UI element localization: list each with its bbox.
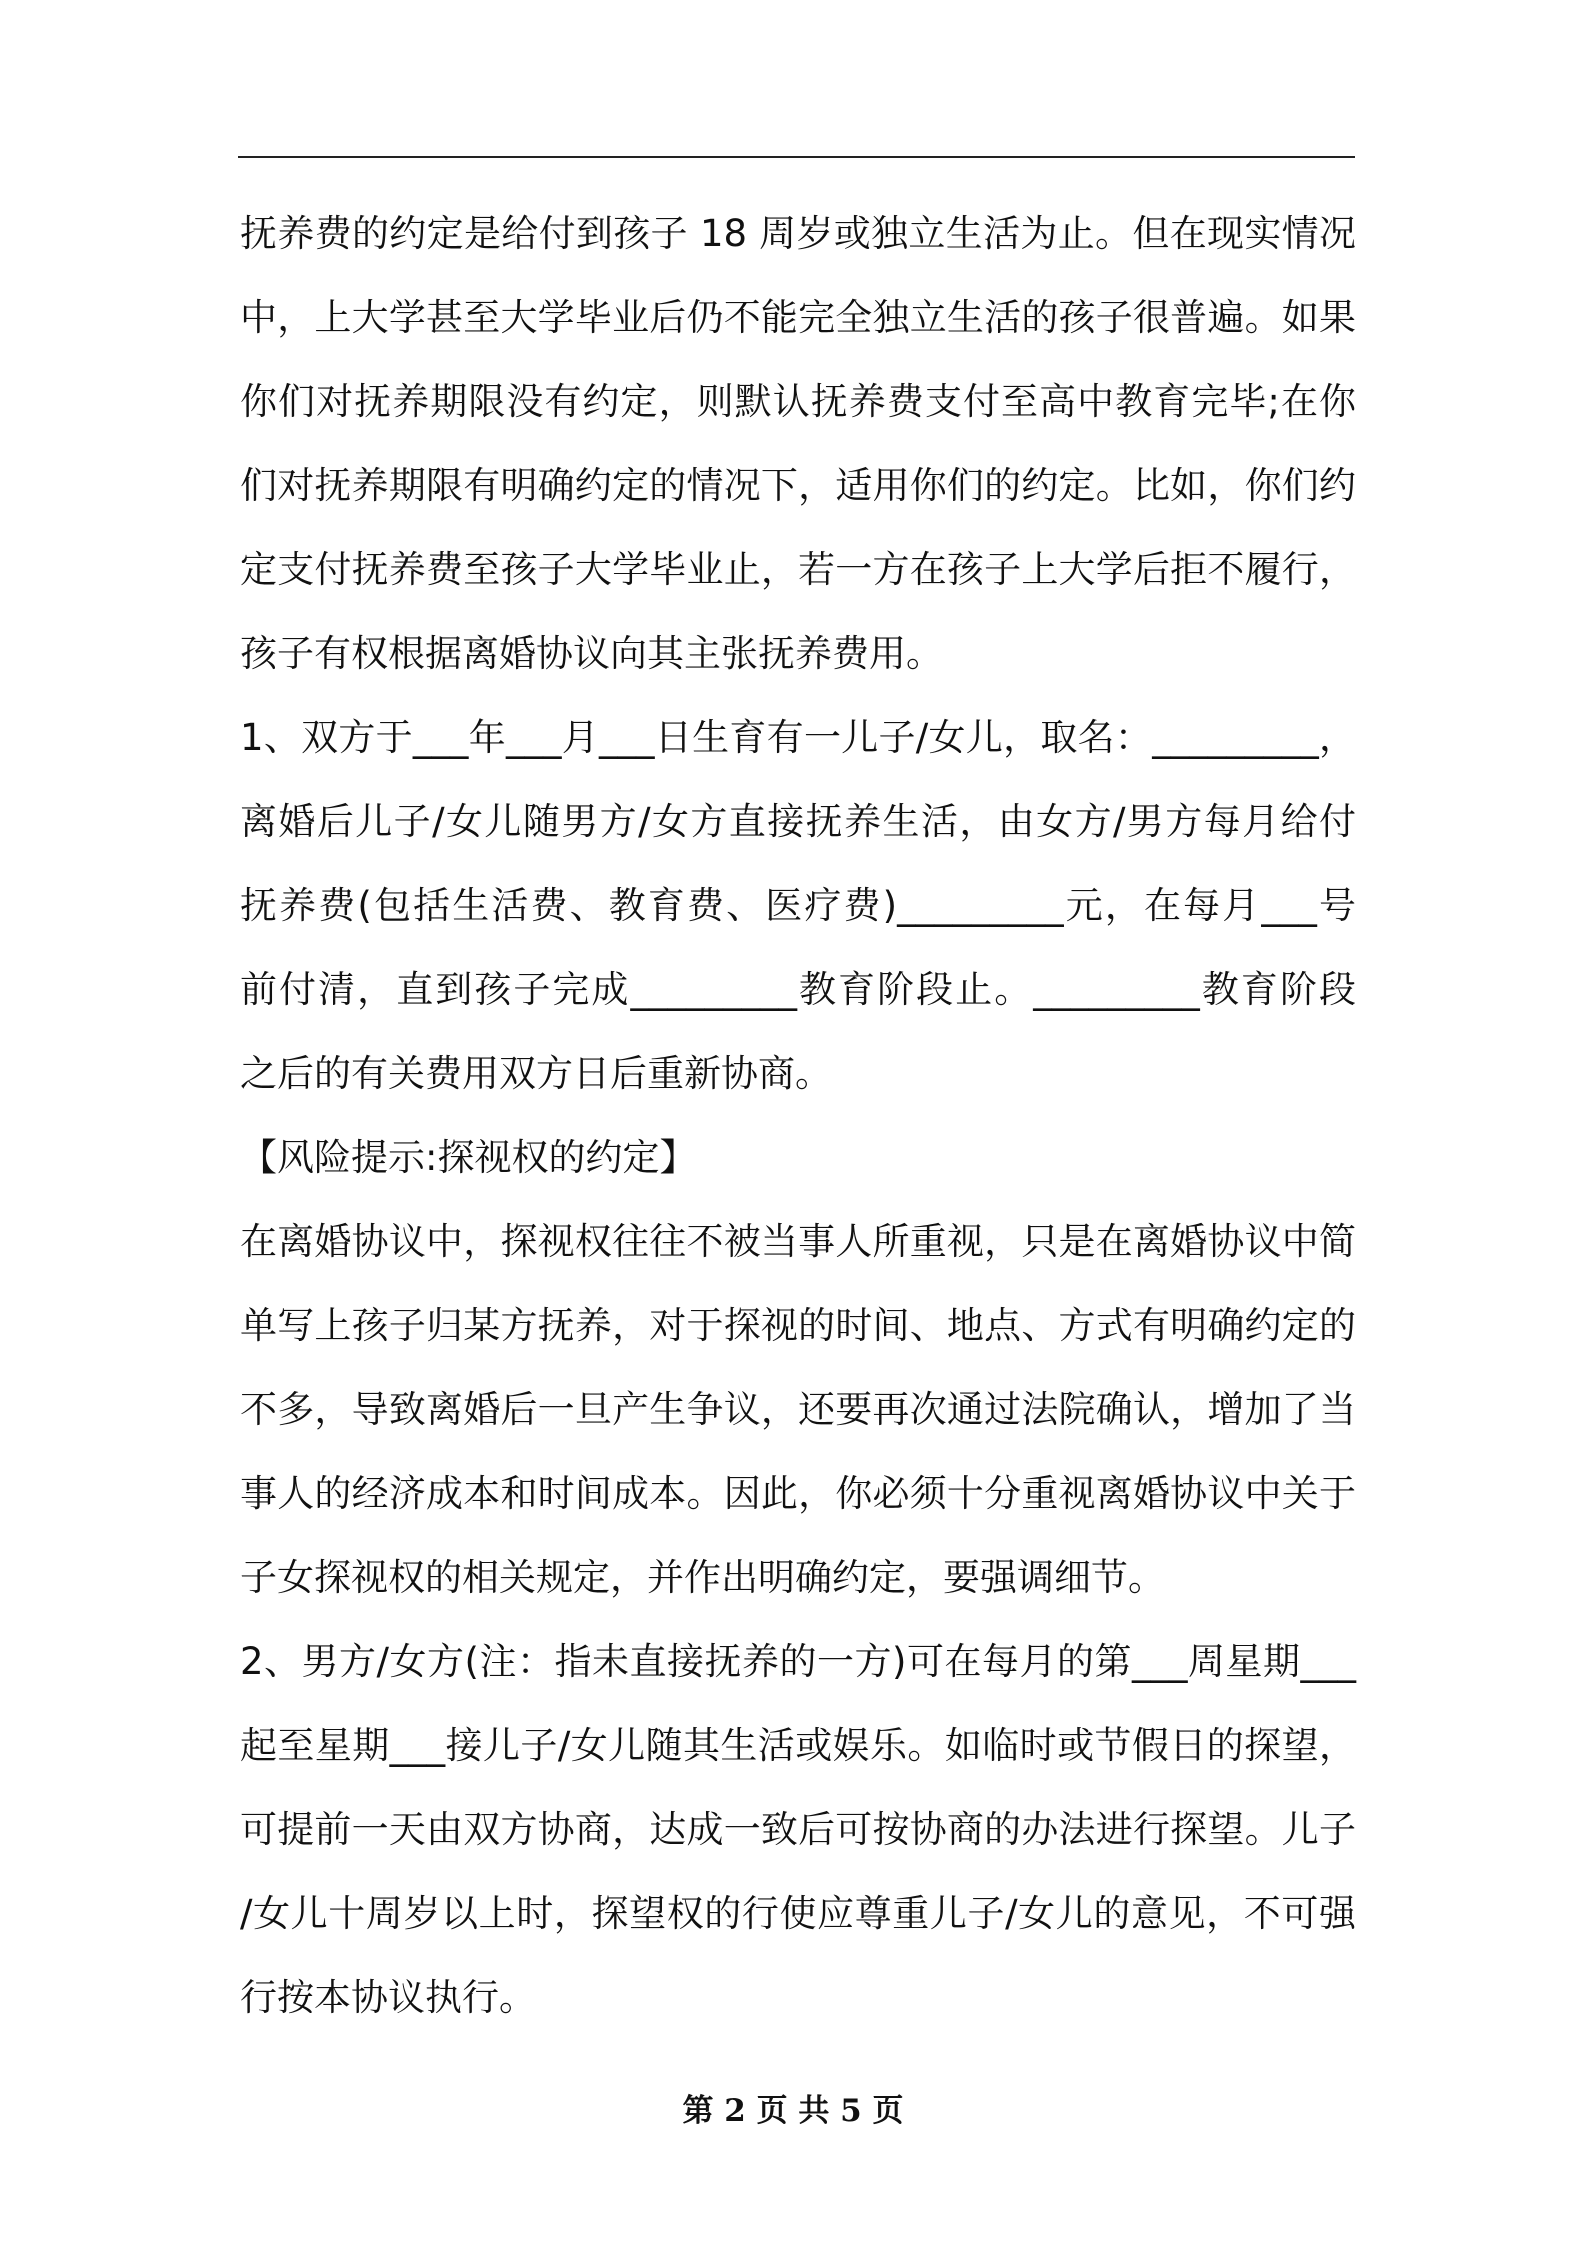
document-body — [240, 192, 1356, 2040]
text-line: 中，上大学甚至大学毕业后仍不能完全独立生活的孩子很普遍。如果 — [240, 296, 1356, 339]
text-line: 事人的经济成本和时间成本。因此，你必须十分重视离婚协议中关于 — [240, 1472, 1356, 1515]
clause-line: 可提前一天由双方协商，达成一致后可按协商的办法进行探望。儿子 — [240, 1808, 1356, 1851]
clause-line: 起至星期___接儿子/女儿随其生活或娱乐。如临时或节假日的探望， — [240, 1724, 1356, 1767]
clause-line: 2、男方/女方(注：指未直接抚养的一方)可在每月的第___周星期___ — [240, 1640, 1356, 1683]
clause-line: 抚养费(包括生活费、教育费、医疗费)_________元，在每月___号 — [240, 884, 1356, 927]
page-number: 第 2 页 共 5 页 — [682, 2093, 904, 2129]
text-line: 们对抚养期限有明确约定的情况下，适用你们的约定。比如，你们约 — [240, 464, 1356, 507]
clause-line: 离婚后儿子/女儿随男方/女方直接抚养生活，由女方/男方每月给付 — [240, 800, 1356, 843]
text-line: 孩子有权根据离婚协议向其主张抚养费用。 — [240, 632, 943, 675]
text-line: 定支付抚养费至孩子大学毕业止，若一方在孩子上大学后拒不履行， — [240, 548, 1356, 591]
clause-line: 前付清，直到孩子完成_________教育阶段止。_________教育阶段 — [240, 968, 1356, 1011]
text-line: 子女探视权的相关规定，并作出明确约定，要强调细节。 — [240, 1556, 1165, 1599]
clause-line: 之后的有关费用双方日后重新协商。 — [240, 1052, 832, 1095]
risk-heading: 【风险提示:探视权的约定】 — [240, 1136, 697, 1179]
text-line: 单写上孩子归某方抚养，对于探视的时间、地点、方式有明确约定的 — [240, 1304, 1356, 1347]
text-line: 不多，导致离婚后一旦产生争议，还要再次通过法院确认，增加了当 — [240, 1388, 1356, 1431]
clause-line: 行按本协议执行。 — [240, 1976, 536, 2019]
text-line: 你们对抚养期限没有约定，则默认抚养费支付至高中教育完毕;在你 — [240, 380, 1356, 423]
text-line: 抚养费的约定是给付到孩子 18 周岁或独立生活为止。但在现实情况 — [240, 212, 1356, 255]
header-divider — [238, 156, 1355, 158]
text-line: 在离婚协议中，探视权往往不被当事人所重视，只是在离婚协议中简 — [240, 1220, 1356, 1263]
clause-line: /女儿十周岁以上时，探望权的行使应尊重儿子/女儿的意见，不可强 — [240, 1892, 1356, 1935]
clause-line: 1、双方于___年___月___日生育有一儿子/女儿，取名：_________， — [240, 716, 1356, 759]
